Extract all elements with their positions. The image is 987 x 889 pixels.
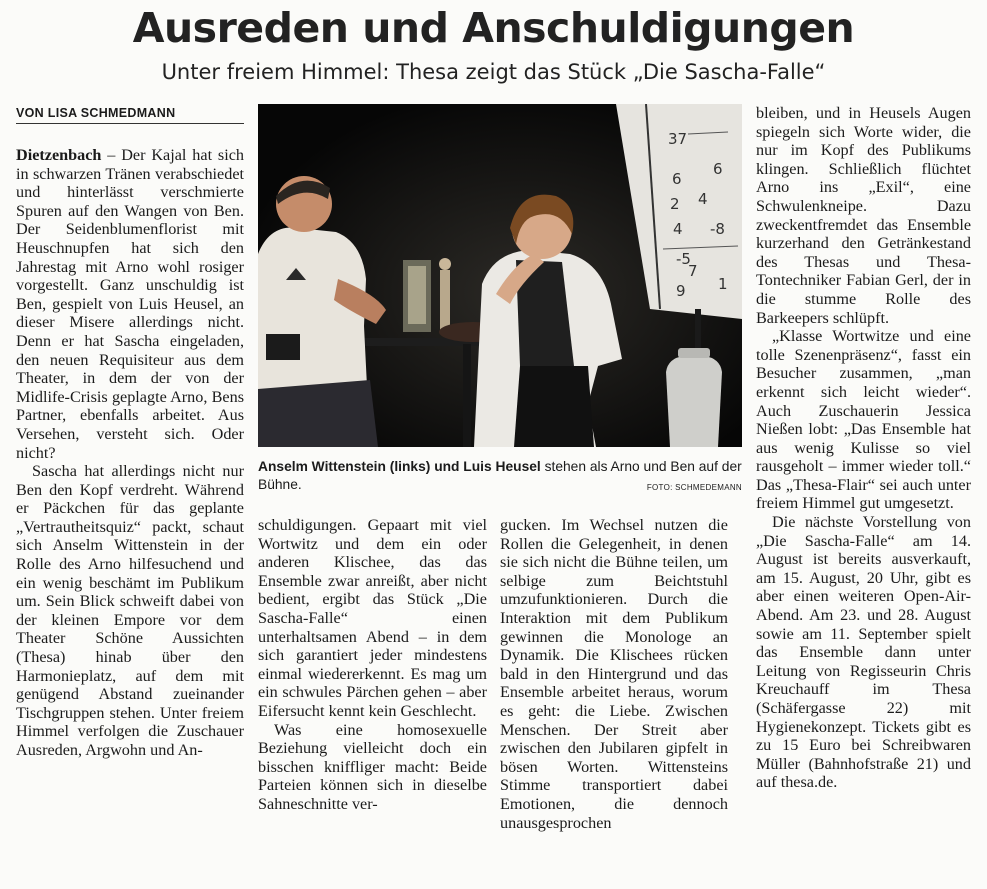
article-column-3 (500, 516, 728, 832)
dateline: Dietzenbach (16, 146, 102, 164)
board-mark: 2 (670, 195, 680, 213)
paragraph: schuldigungen. Gepaart mit viel Wortwitz und dem ein oder anderen Klischee, das das Ensemble zwar anreißt, aber nicht bedient, ergibt das Stück „Die Sascha-Falle“ einen unterhaltsamen Abend – in dem sich garantiert jeder mindestens einmal wiedererkennt. Es mag um ein schwules Pärchen gehen – aber Eifersucht kennt kein Geschlecht. (258, 516, 487, 720)
photo-credit: FOTO: SCHMEDEMANN (646, 483, 742, 492)
paragraph: Was eine homosexuelle Beziehung vielleicht doch ein bisschen kniffliger macht: Beide Parteien können sich in dieselbe Sahneschnitte ver- (258, 720, 487, 813)
byline: VON LISA SCHMEDMANN (16, 106, 176, 120)
paragraph: Die nächste Vorstellung von „Die Sascha-Falle“ am 14. August ist bereits ausverkauft, am 15. August, 20 Uhr, gibt es aber einen weiteren Open-Air-Abend. Am 23. und 28. August sowie am 11. September spielt das Ensemble dann unter Leitung von Regisseurin Chris Kreuchauff im Thesa (Schäfergasse 22) mit Hygienekonzept. Tickets gibt es zu 15 Euro bei Schreibwaren Müller (Bahnhofstraße 21) und auf thesa.de. (756, 513, 971, 792)
article-photo (258, 104, 742, 447)
caption-names: Anselm Wittenstein (links) und Luis Heusel (258, 459, 541, 474)
board-mark: 4 (673, 220, 683, 238)
paragraph (16, 146, 244, 462)
byline-rule (16, 123, 244, 124)
board-mark: -5 (676, 250, 691, 268)
board-mark: 6 (713, 160, 723, 178)
paragraph-text: – Der Kajal hat sich in schwarzen Tränen verabschiedet und hinterlässt verschmierte Spuren auf den Wangen von Ben. Der Seidenblumenflorist mit Heuschnupfen hat sich den Jahrestag mit Arno wohl rosiger vorgestellt. Ganz unschuldig ist Ben, gespielt von Luis Heusel, an dieser Misere allerdings nicht. Denn er hat Sascha eingeladen, den neuen Requisiteur aus dem Theater, in dem der von der Midlife-Crisis geplagte Arno, Bens Partner, ebenfalls arbeitet. Aus Versehen, versteht sich. Oder nicht? (16, 146, 244, 462)
paragraph: gucken. Im Wechsel nutzen die Rollen die Gelegenheit, in denen sie sich nicht die Bühne teilen, um selbige zum Beichtstuhl umzufunktionieren. Durch die Interaktion mit dem Publikum gewinnen die Monologe an Dynamik. Die Klischees rücken bald in den Hintergrund und das Ensemble arbeitet heraus, worum es geht: die Liebe. Zwischen Menschen. Der Streit aber zwischen den Jubilaren gipfelt in bösen Worten. Wittensteins Stimme transportiert dabei Emotionen, die dennoch unausgesprochen (500, 516, 728, 832)
paragraph: Sascha hat allerdings nicht nur Ben den Kopf verdreht. Während er Päckchen für das geplante „Vertrautheitsquiz“ packt, schaut sich Anselm Wittenstein in der Rolle des Arno hilfesuchend und ein wenig beschämt im Publikum um. Sein Blick schweift dabei von der kleinen Empore vor dem Theater Schöne Aussichten (Thesa) hinab über den Harmonieplatz, auf dem mit genügend Abstand zueinander Tischgruppen stehen. Unter freiem Himmel verfolgen die Zuschauer Ausreden, Argwohn und An- (16, 462, 244, 759)
board-mark: 4 (698, 190, 708, 208)
subheadline: Unter freiem Himmel: Thesa zeigt das Stück „Die Sascha-Falle“ (161, 60, 826, 84)
paragraph: bleiben, und in Heusels Augen spiegeln sich Worte wider, die nur im Kopf des Publikums klingen. Schließlich flüchtet Arno ins „Exil“, eine Schwulenkneipe. Dazu zweckentfremdet das Ensemble kurzerhand den Getränkestand des Thesas und Thesa-Tontechniker Fabian Gerl, der in die stumme Rolle des Barkeepers schlüpft. (756, 104, 971, 327)
paragraph: „Klasse Wortwitze und eine tolle Szenenpräsenz“, fasst ein Besucher zusammen, „man erkennt sich leicht wieder“. Auch Zuschauerin Jessica Nießen lobt: „Das Ensemble hat aus wenig Kulisse so viel rausgeholt – immer wieder toll.“ Das „Thesa-Flair“ sei auch unter freiem Himmel gut umgesetzt. (756, 327, 971, 513)
board-mark: 9 (676, 282, 686, 300)
milk-can (666, 348, 722, 447)
headline: Ausreden und Anschuldigungen (132, 4, 855, 52)
board-mark: 6 (672, 170, 682, 188)
board-mark: 37 (668, 130, 688, 148)
stage-scene-illustration (258, 104, 742, 447)
board-mark: -8 (710, 220, 725, 238)
caption-text: stehen als Arno und Ben auf der Bühne. (258, 459, 742, 492)
board-mark: 7 (688, 262, 698, 280)
article-column-1 (16, 146, 244, 760)
board-mark: 1 (718, 275, 728, 293)
article-column-2 (258, 516, 487, 814)
article-column-4 (756, 104, 971, 792)
